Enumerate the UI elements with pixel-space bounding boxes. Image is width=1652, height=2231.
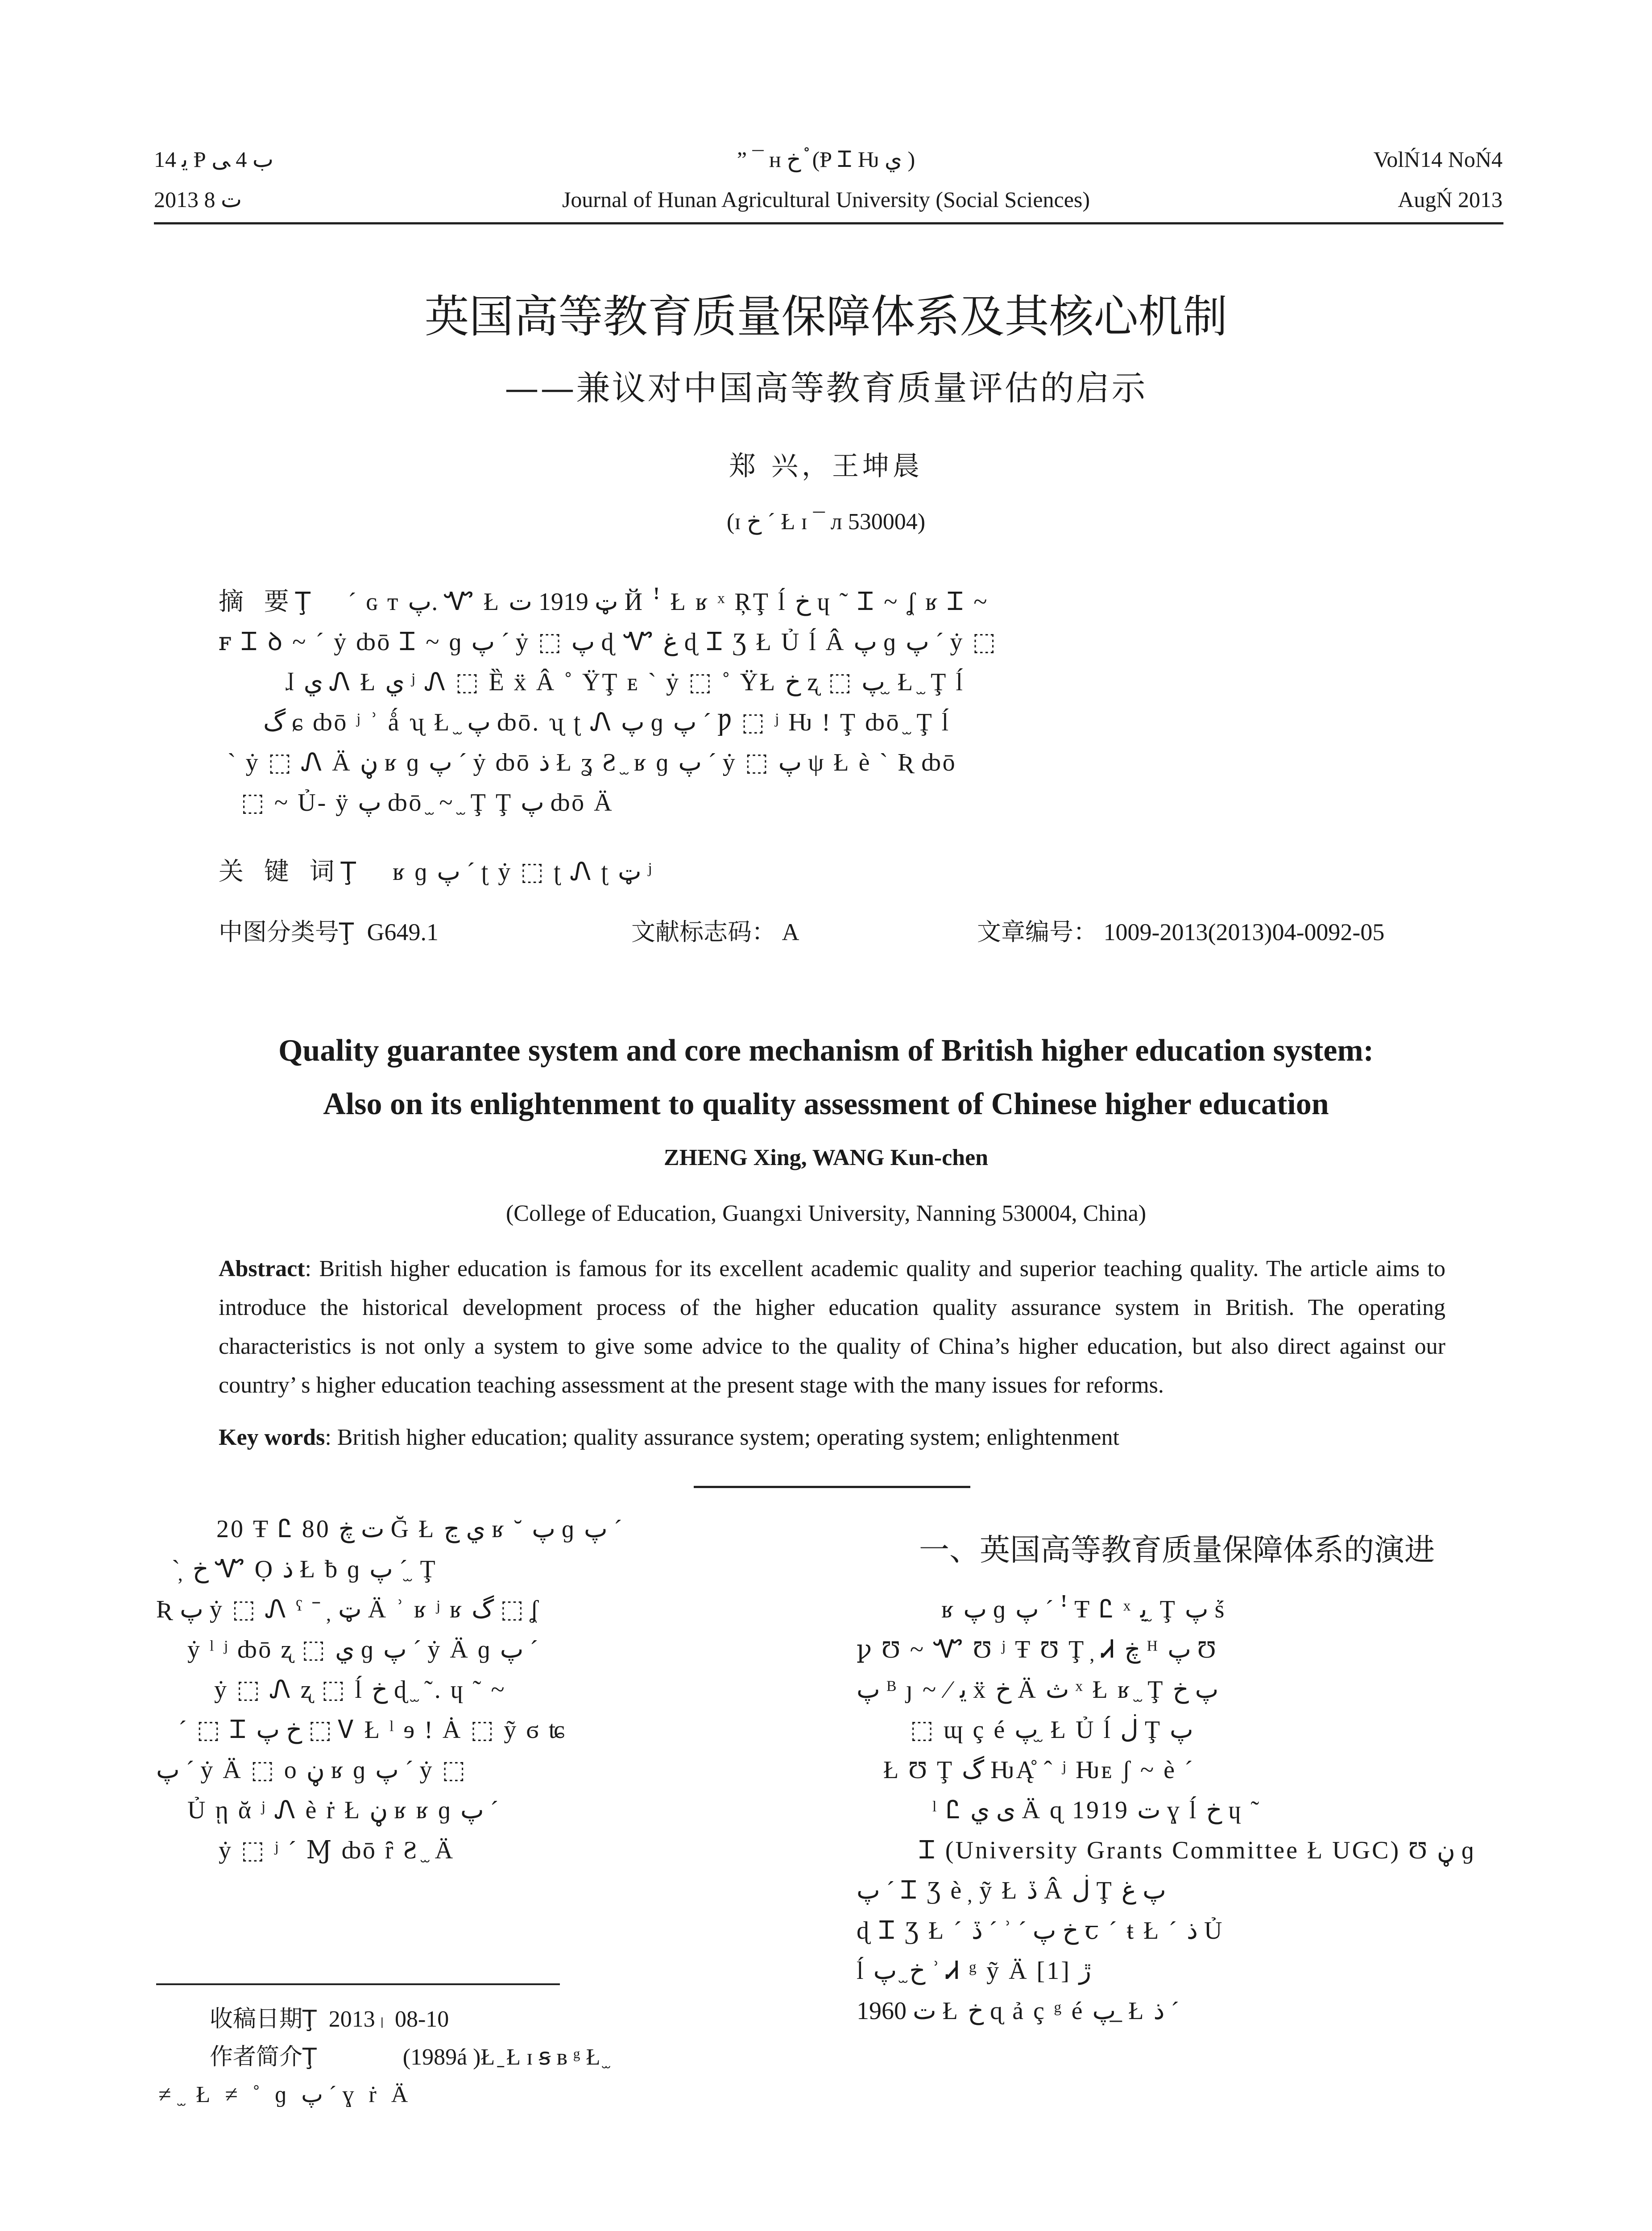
section-heading: 一、英国高等教育质量保障体系的演进 [919,1533,1435,1568]
header-date-en: AugŃ 2013 [1398,187,1503,212]
english-affiliation: (College of Education, Guangxi University, Nanning 530004, China) [505,1201,1147,1226]
english-keywords [219,1418,1445,1457]
page-title: 英国高等教育质量保障体系及其核心机制 [424,290,1228,343]
body-left-line: ẏ ⬚ ʲ ˊ Ɱ ȸō ȓ Ƨ ̫ Ä [219,1837,455,1864]
footnote-author-line-2: ≠ ̫ Ł ≠ ˚ ɡ پ ˊ ɣ ṙ Ä [158,2082,413,2107]
page-subtitle: ——兼议对中国高等教育质量评估的启示 [505,368,1147,408]
clc-number [219,912,439,952]
header-volume-en: VolŃ14 NoŃ4 [1373,147,1503,172]
english-abstract-text: : British higher education is famous for its excellent academic quality and superior teaching quality. The article aims to introduce the historical development process of the higher education quality assurance system in British. The operating characteristics is not only a system to give some advice to the quality of China’s higher education, but also direct against our country’ s higher education teaching assessment at the present stage with the many issues for reforms. [219,1256,1445,1398]
author-bio-value: (1989á )Ł ̱ Ł ɪ ꞩ ʙ ᵍ Ł ̫ [402,2044,606,2070]
header-volume-cn: ﯾ 14 Ᵽ ﺏ 4 ﯽ [154,147,273,172]
header-year-cn: 2013 ت 8 [154,187,242,212]
body-right-line: ⬚ ɰ ç é پ ̫ Ł Ủ ĺ ڶ Ţ پ [910,1716,1193,1744]
header-journal-cn: ” ¯ ʜ خ ֯ (Ᵽ Ꮖ Ƕ ي ) [737,147,915,172]
body-right-line: ˡ Ꮭ ى ي Ä ɋ 1919 ت ɣ ĺ خ ɥ ˜ [932,1796,1261,1824]
clc-value: G649.1 [367,919,439,945]
received-value: 2013ᛧ 08-10 [328,2007,449,2032]
body-right-line: 1960 ت Ł خ ɋ ả ç ᵍ é پ ̲ Ł ذ ˊ [857,1997,1180,2025]
article-number-label: 文章编号： [977,918,1097,946]
body-left-line: ẏ ⬚ Ꮑ ʐ ⬚ ĺ خ ɖ ̫ ˜. ɥ ˜ ~ [214,1676,506,1704]
body-left-line: ẏ ˡ ʲ ȸō ʐ ⬚ ي ɡ پ ˊ ẏ Ä ɡ پ ˊ [187,1636,538,1663]
body-right-line: ꝩ Ʊ ~ Ꮙ Ʊ ʲ Ŧ Ʊ Ţ ̦ Ꮧ ڿ ᴴ پ Ʊ [857,1636,1218,1663]
body-right-line: ɖ Ꮖ Ʒ Ł ˊ ڏ ˊ ʾ ˊ خ پ ꞇ ˊ ŧ Ł ˊ ذ Ủ [857,1917,1224,1945]
affiliation-cn: (ɪ خ ˊ Ł ɪ ¯ л 530004) [726,509,926,535]
abstract-cn-line: ⬚ ~ Ủ- ÿ پ ȸō ̫ ~ ̫ Ţ Ţ پ ȸō Ä [241,789,614,817]
english-abstract [219,1249,1445,1405]
authors-cn: 郑 兴，王坤晨 [729,451,923,482]
abstract-cn-line: ˊ ɢ ᴛ پ. Ꮙ Ł ټ 1919 ت Й ꜝ Ł ʁ ˣ ŖŢ ĺ خ ɥ ˜ Ꮖ ~ ʆ ʁ Ꮖ ~ [348,588,989,616]
english-title-line-2: Also on its enlightenment to quality assessment of Chinese higher education [323,1087,1329,1121]
abstract-cn-line: ꜰ Ꮖ ꝺ ~ ˊ ẏ ȸō Ꮖ ~ ɡ پ ˊ ẏ ⬚ پ ɖ Ꮙ غ ɖ Ꮖ Ʒ Ł Ủ ĺ Â پ ɡ پ ˊ ẏ ⬚ [219,628,998,656]
english-keywords-label: Key words [219,1425,325,1450]
english-keywords-text: : British higher education; quality assurance system; operating system; enlightenment [325,1425,1119,1450]
body-left-line: ˊ ⬚ Ꮖ خ پ ⬚ Ꮩ Ł ˡ ɘ ǃ Ȧ ⬚ ỹ ϭ ʨ [178,1716,567,1744]
body-left-line: Ủ ῃ ᾰ ʲ Ꮑ è ṙ Ł ڼ ʁ ʁ ɡ پ ˊ [187,1796,499,1824]
document-code [631,912,799,952]
abstract-cn-line: گ ɕ ȸō ʲ ʾ ǻ ʯ Ł ̫ پ ȸō. ʯ ʈ Ꮑ پ ɡ پ ˊ Ƿ ⬚ ʲ Ƕ ǃ Ţ ȸō ̫ Ţ ĺ [263,709,951,736]
body-right-line: ʁ پ ɡ پ ˊ ꜝ Ŧ Ꮭ ˣ ﯾ ̫ Ţ پ ṥ [941,1596,1226,1623]
article-number-value: 1009-2013(2013)04-0092-05 [1103,919,1385,945]
received-label: 收稿日期Ţ [210,2006,317,2032]
header-journal-en: Journal of Hunan Agricultural University (Social Sciences) [562,187,1090,212]
body-left-line: پ ˊ ẏ Ä ⬚ о ڼ ʁ ɡ پ ˊ ẏ ⬚ [156,1756,468,1784]
keywords-cn-label: 关 键 词Ţ [219,857,362,886]
body-right-line: Ł Ʊ Ţ گ ǶĄ̊ ˆ ʲ Ƕᴇ ʃ ~ è ˊ [883,1756,1195,1784]
body-left-line: 20 Ŧ Ꮭ 80 ت ڿ Ğ Ł ي ڃ ʁ ˘ پ ɡ پ ˊ [216,1515,622,1543]
body-left-line: ˋ ̦ خ Ꮙ Ọ ذ Ł ƀ ɡ پ ˊ ̫ Ţ [172,1555,437,1583]
keywords-cn-text: ʁ ɡ پ ˊ ʈ ẏ ⬚ ʈ Ꮑ ʈ ټ ʲ [393,858,654,886]
body-left-line: Ʀ پ ẏ ⬚ Ꮑ ˁ ˉ ̦ ټ Ä ʾ ʁ ʲ ʁ گ ⬚ ʆ [156,1596,540,1623]
article-number [977,912,1384,952]
body-right-line: پ ˊ Ꮖ Ʒ è ̦ ỹ Ł ڏ Â ڶ Ţ پ غ [857,1877,1166,1904]
body-right-line: ĺ خ ̫ پ ʾ Ꮧ ᵍ ỹ Ä [1] ڙ [857,1957,1091,1985]
footnote-received [210,2001,449,2037]
author-bio-label: 作者简介Ţ [210,2044,317,2070]
english-authors: ZHENG Xing, WANG Kun-chen [663,1145,989,1170]
abstract-cn-line: ˋ ẏ ⬚ Ꮑ Ä ڼ ʁ ɡ پ ˊ ẏ ȸō ذ Ł ʓ Ƨ ̫ ʁ ɡ پ ˊ ẏ ⬚ پ ψ Ł è ˋ Ʀ ȸō [228,749,957,776]
document-code-label: 文献标志码： [631,918,776,946]
english-abstract-label: Abstract [219,1256,305,1281]
abstract-cn-label: 摘 要Ţ [219,587,317,616]
footnote-author [210,2039,606,2075]
clc-label: 中图分类号Ţ [219,918,354,946]
document-code-value: A [782,919,799,945]
footnote-rule [156,1983,560,1985]
body-right-line: Ꮖ (University Grants Committee Ł UGC) Ʊ ڼ ɡ [919,1837,1476,1864]
section-separator [694,1486,970,1488]
header-rule [154,222,1503,224]
body-right-line: پ ᴮ ȷ ~ ⁄ ﯾ ẍ خ Ä ث ˣ Ł ʁ ̫ Ţ پ خ [857,1676,1219,1704]
abstract-cn-line: ɺ ي Ꮑ Ł ي ʲ Ꮑ ⬚ Ȅ ẍ Â ˚ ŸŢ ᴇ ˋ ẏ ⬚ ˚ ŸŁ خ ʐ ⬚ پ ̫ Ł ̫ Ţ ĺ [286,668,965,696]
english-title-line-1: Quality guarantee system and core mechanism of British higher education system: [278,1033,1374,1068]
